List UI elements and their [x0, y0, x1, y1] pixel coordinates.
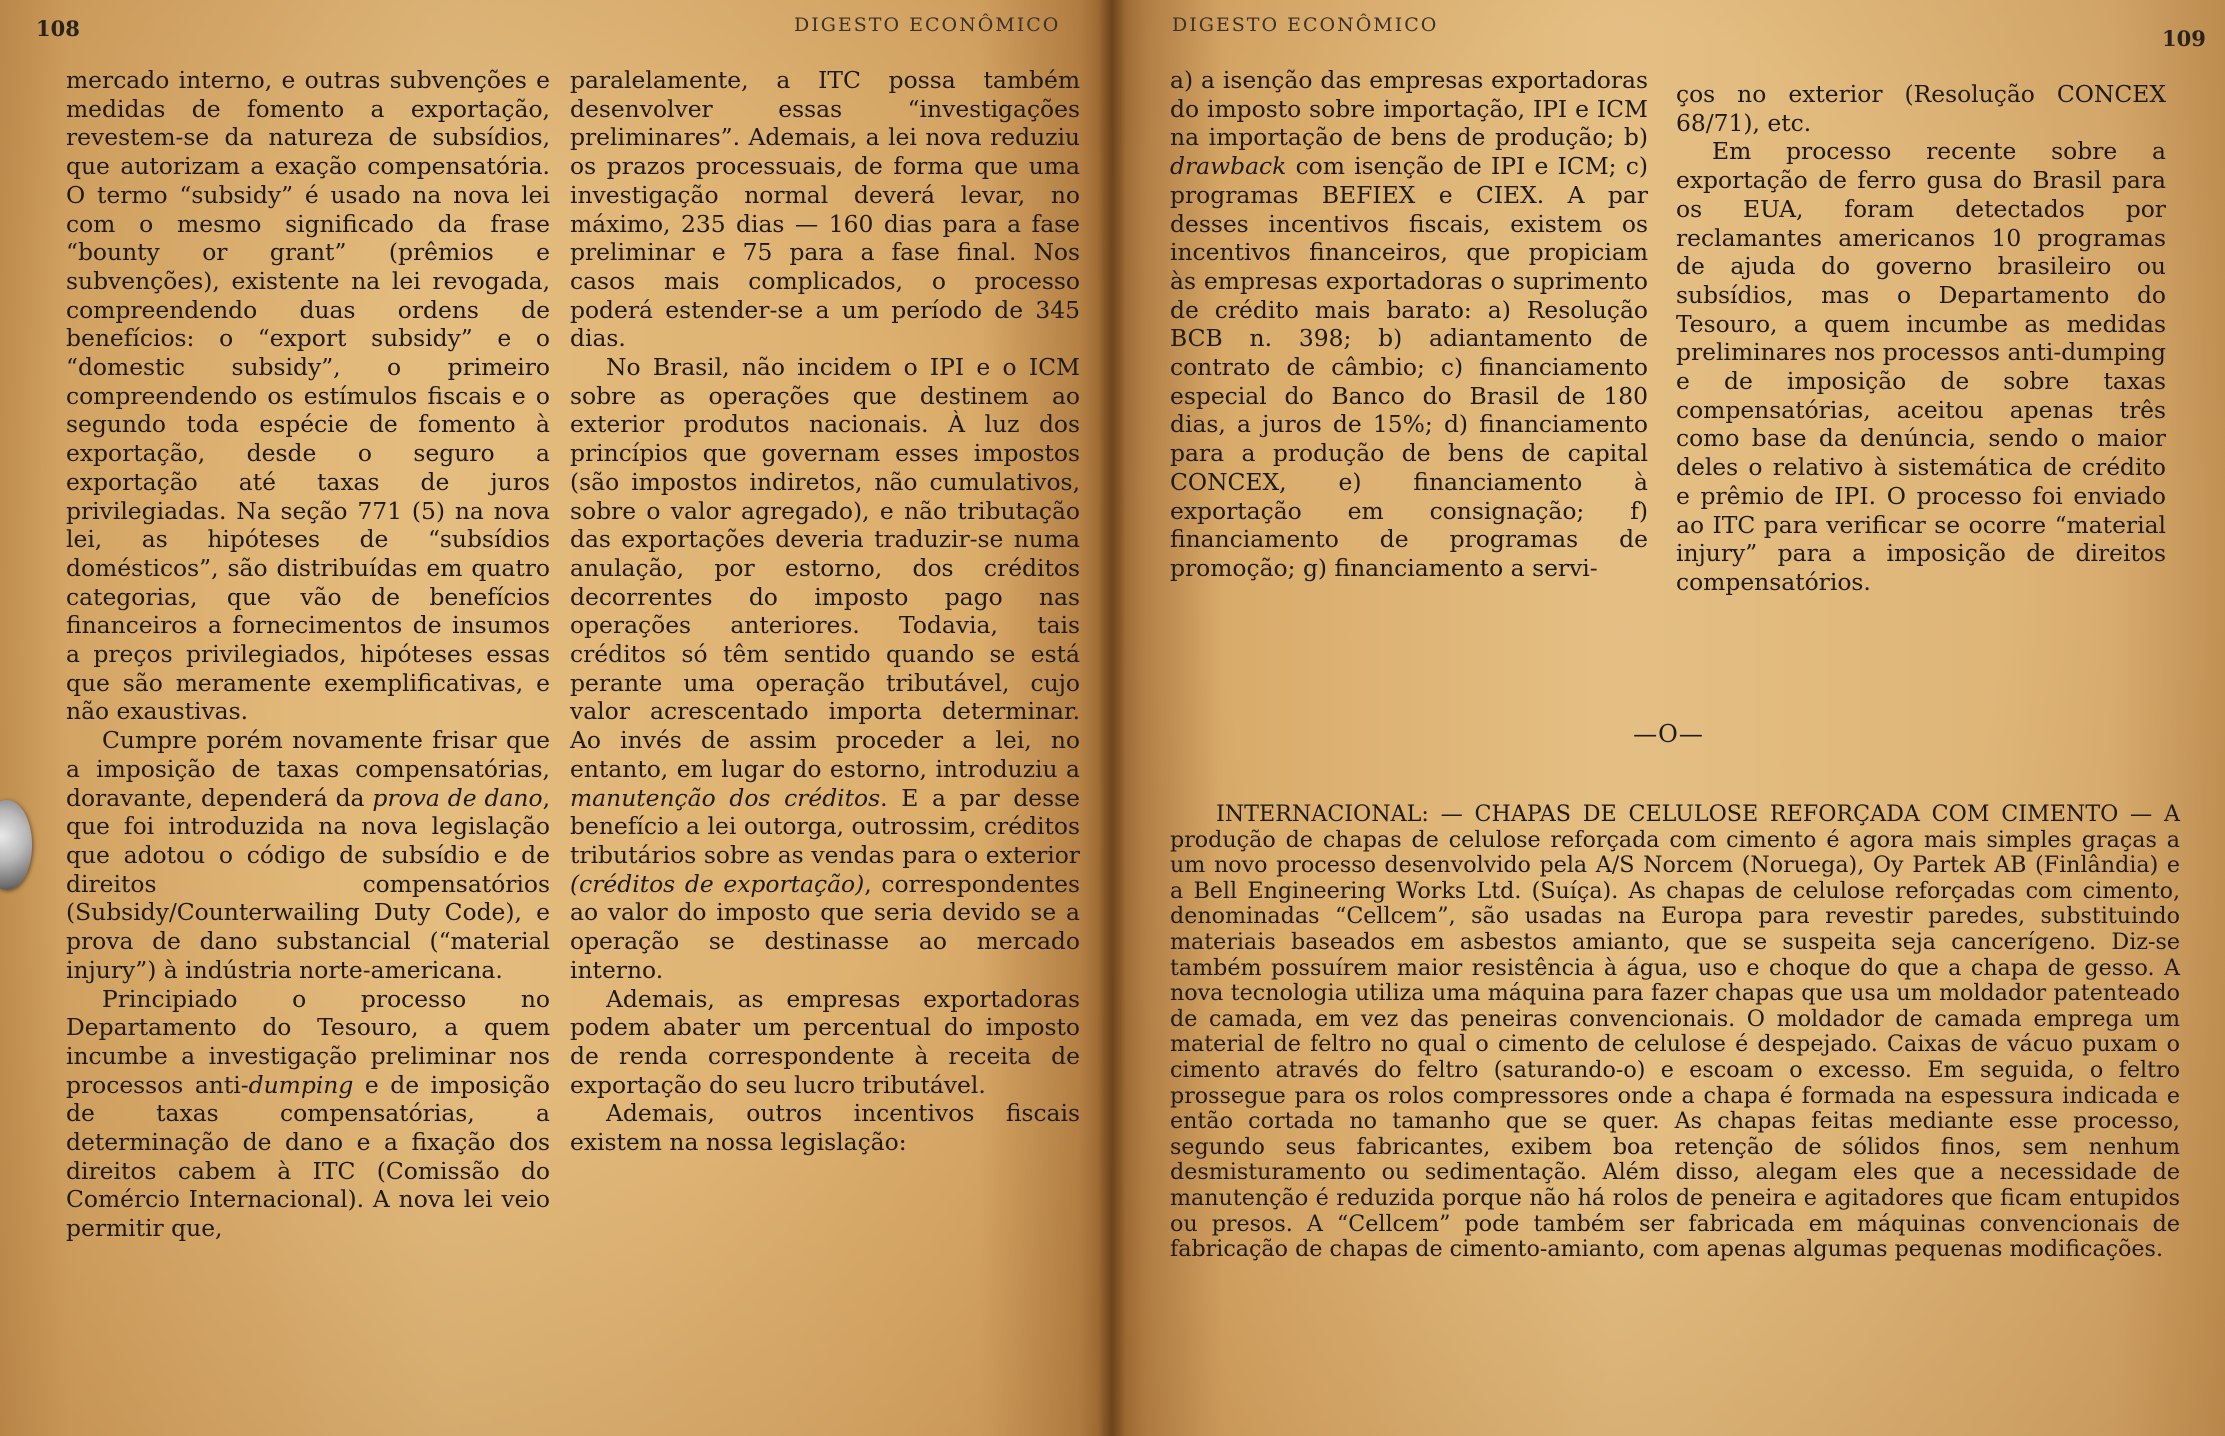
emphasis: prova de dano	[372, 783, 543, 812]
section-separator: —O—	[1633, 720, 1704, 748]
paragraph	[1170, 66, 1648, 583]
paragraph: paralelamente, a ITC possa também desenvolver essas “investigações preliminares”. Ademais, a lei nova reduziu os prazos processuais, de forma que uma investigação normal deverá levar, no máximo, 235 dias — 160 dias para a fase preliminar e 75 para a fase final. Nos casos mais complicados, o processo poderá estender-se a um período de 345 dias.	[570, 66, 1080, 353]
text-column-2	[1676, 80, 2166, 597]
text-run: , que foi introduzida na nova legislação que adotou o código de subsídio e de direitos compensatórios (Subsidy/Counterwailing Duty Code), e prova de dano substancial (“material injury”) à indústria norte-americana.	[66, 783, 550, 984]
news-note	[1170, 802, 2180, 1263]
book-gutter	[1098, 0, 1126, 1436]
text-run: a) a isenção das empresas exportadoras do imposto sobre importação, IPI e ICM na importação de bens de produção; b)	[1170, 66, 1648, 152]
text-column-1	[66, 66, 550, 1243]
right-page	[1112, 0, 2225, 1436]
left-page	[0, 0, 1112, 1436]
paragraph: mercado interno, e outras subvenções e medidas de fomento a exportação, revestem-se da natureza de subsídios, que autorizam a exação compensatória. O termo “subsidy” é usado na nova lei com o mesmo significado da frase “bounty or grant” (prêmios e subvenções), existente na lei revogada, compreendendo duas ordens de benefícios: o “export subsidy” e o “domestic subsidy”, o primeiro compreendendo os estímulos fiscais e o segundo toda espécie de fomento à exportação, desde o seguro a exportação até taxas de juros privilegiadas. Na seção 771 (5) na nova lei, as hipóteses de “subsídios domésticos”, são distribuídas em quatro categorias, que vão de benefícios financeiros a fornecimentos de insumos a preços privilegiados, hipóteses essas que são meramente exemplificativas, e não exaustivas.	[66, 66, 550, 726]
text-run: Principiado o processo no Departamento do Tesouro, a quem incumbe a investigação preliminar nos processos anti-	[66, 984, 550, 1099]
text-run: e de imposição de taxas compensatórias, a determinação de dano e a fixação dos direitos cabem à ITC (Comissão do Comércio Internacional). A nova lei veio permitir que,	[66, 1070, 550, 1243]
running-head: DIGESTO ECONÔMICO	[794, 14, 1061, 36]
emphasis: dumping	[248, 1070, 354, 1099]
paragraph: Em processo recente sobre a exportação de ferro gusa do Brasil para os EUA, foram detectados por reclamantes americanos 10 programas de ajuda do governo brasileiro ou subsídios, mas o Departamento do Tesouro, a quem incumbe as medidas preliminares nos processos anti-dumping e de imposição de sobre taxas compensatórias, aceitou apenas três como base da denúncia, sendo o maior deles o relativo à sistemática de crédito e prêmio de IPI. O processo foi enviado ao ITC para verificar se ocorre “material injury” para a imposição de direitos compensatórios.	[1676, 137, 2166, 596]
paragraph	[570, 353, 1080, 984]
emphasis: (créditos de exportação)	[570, 869, 865, 898]
page-number: 109	[2162, 26, 2206, 51]
text-run: Cumpre porém novamente frisar que a imposição de taxas compensatórias, doravante, dependerá da	[66, 726, 550, 812]
paragraph: Ademais, as empresas exportadoras podem abater um percentual do imposto de renda correspondente à receita de exportação do seu lucro tributável.	[570, 984, 1080, 1099]
text-run: com isenção de IPI e ICM; c) programas BEFIEX e CIEX. A par desses incentivos fiscais, existem os incentivos financeiros, que propiciam às empresas exportadoras o suprimento de crédito mais barato: a) Resolução BCB n. 398; b) adiantamento de contrato de câmbio; c) financiamento especial do Banco do Brasil de 180 dias, a juros de 15%; d) financiamento para a produção de bens de capital CONCEX, e) financiamento à exportação em consignação; f) financiamento de programas de promoção; g) financiamento a servi-	[1170, 152, 1648, 582]
text-column-2	[570, 66, 1080, 1157]
paragraph: INTERNACIONAL: — CHAPAS DE CELULOSE REFORÇADA COM CIMENTO — A produção de chapas de celulose reforçada com cimento é agora mais simples graças a um novo processo desenvolvido pela A/S Norcem (Noruega), Oy Partek AB (Finlândia) e a Bell Engineering Works Ltd. (Suíça). As chapas de celulose reforçadas com cimento, denominadas “Cellcem”, são usadas na Europa para revestir paredes, substituindo materiais baseados em asbestos amianto, que se suspeita seja cancerígeno. Diz-se também possuírem maior resistência à água, uso e choque do que a chapa de gesso. A nova tecnologia utiliza uma máquina para fazer chapas que usa um moldador patenteado de camada, em vez das peneiras convencionais. O moldador de camada emprega um material de feltro no qual o cimento de celulose é despejado. Caixas de vácuo puxam o cimento através do feltro (saturando-o) e escoam o excesso. Em seguida, o feltro prossegue para os rolos compressores onde a chapa é formada na espessura indicada e então cortada no tamanho que se quer. As chapas feitas mediante esse processo, segundo seus fabricantes, exibem boa retenção de sólidos finos, sem nenhum desmisturamento ou sedimentação. Além disso, alegam eles que a necessidade de manutenção é reduzida porque não há rolos de peneira e agitadores que ficam entupidos ou presos. A “Cellcem” pode também ser fabricada em máquinas convencionais de fabricação de chapas de cimento-amianto, com apenas algumas pequenas modificações.	[1170, 801, 2180, 1263]
paragraph	[66, 726, 550, 984]
paragraph: ços no exterior (Resolução CONCEX 68/71), etc.	[1676, 80, 2166, 137]
paragraph	[66, 985, 550, 1243]
emphasis: drawback	[1170, 152, 1287, 181]
page-number: 108	[36, 16, 80, 41]
text-column-1	[1170, 66, 1648, 583]
emphasis: manutenção dos créditos	[570, 783, 881, 812]
text-run: , correspondentes ao valor do imposto que seria devido se a operação se destinasse ao mercado interno.	[570, 869, 1080, 984]
paragraph: Ademais, outros incentivos fiscais existem na nossa legislação:	[570, 1099, 1080, 1157]
running-head: DIGESTO ECONÔMICO	[1172, 14, 1439, 36]
text-run: . E a par desse benefício a lei outorga, outrossim, créditos tributários sobre as vendas para o exterior	[570, 783, 1080, 869]
text-run: No Brasil, não incidem o IPI e o ICM sobre as operações que destinem ao exterior produtos nacionais. À luz dos princípios que governam esses impostos (são impostos indiretos, não cumulativos, sobre o valor agregado), e não tributação das exportações deveria traduzir-se numa anulação, por estorno, dos créditos decorrentes do imposto pago nas operações anteriores. Todavia, tais créditos só têm sentido quando se está perante uma operação tributável, cujo valor acrescentado importa determinar. Ao invés de assim proceder a lei, no entanto, em lugar do estorno, introduziu a	[570, 353, 1080, 783]
binder-clip	[0, 800, 32, 890]
